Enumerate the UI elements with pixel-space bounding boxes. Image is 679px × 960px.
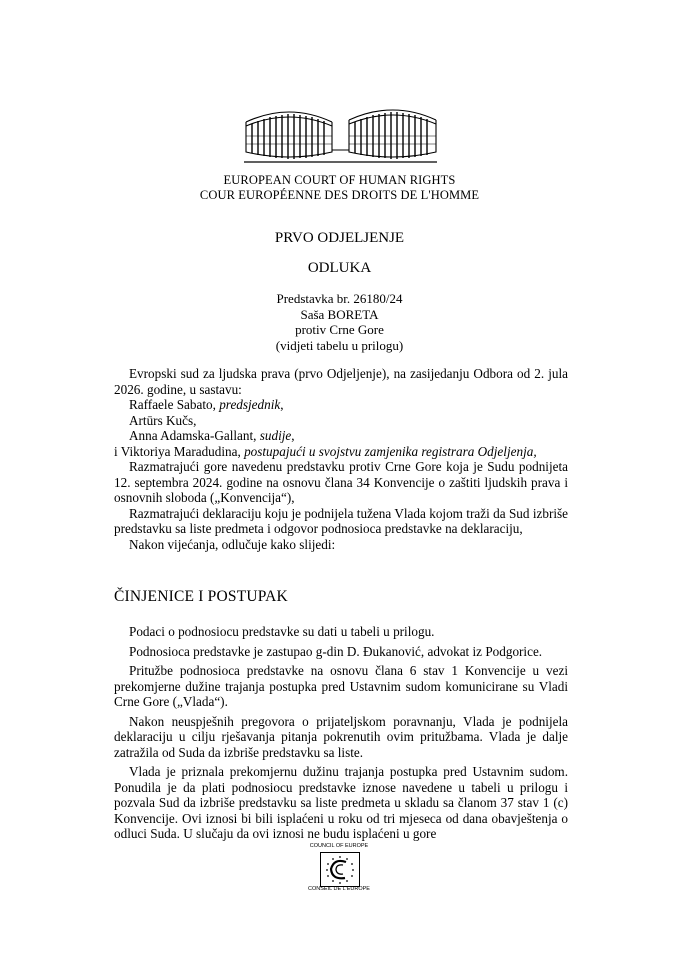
coe-name-en: COUNCIL OF EUROPE [309,843,369,849]
council-of-europe-logo [300,843,378,893]
intro-paragraph: Evropski sud za ljudska prava (prvo Odjeljenje), na zasijedanju Odbora od 2. jula 2026. godine, u sastavu: [114,366,568,397]
document-type: ODLUKA [307,260,372,276]
coe-name-fr: CONSEIL DE L'EUROPE [308,886,370,892]
deliberation: Nakon vijećanja, odlučuje kako slijedi: [129,536,336,552]
council-of-europe-logo-icon [320,852,360,887]
facts-paragraph-2: Podnosioca predstavke je zastupao g-din D. Đukanović, advokat iz Podgorice. [129,643,543,659]
court-building-icon [244,100,437,168]
facts-section [114,624,568,842]
annex-note: (vidjeti tabelu u prilogu) [275,337,404,353]
facts-paragraph-5: Vlada je priznala prekomjernu dužinu trajanja postupka pred Ustavnim sudom. Ponudila je da plati podnosiocu predstavke iznose navedene u tabeli u prilogu i pozvala Sud da izbriše predstavku sa liste predmeta u skladu sa članom 37 stav 1 (c) Konvencije. Ovi iznosi bi bili isplaćeni u roku od tri mjeseca od dana obavještenja o odluci Suda. U slučaju da ovi iznosi ne budu isplaćeni u gore [114,764,568,841]
facts-paragraph-1: Podaci o podnosiocu predstavke su dati u tabeli u prilogu. [129,624,435,639]
court-name [0,173,679,203]
respondent-state: protiv Crne Gore [295,322,384,338]
deputy-registrar: i Viktoriya Maradudina, postupajući u svojstvu zamjenika registrara Odjeljenja, [114,443,537,459]
facts-paragraph-3: Pritužbe podnosioca predstavke na osnovu člana 6 stav 1 Konvencije u vezi prekomjerne dužine trajanja postupka pred Ustavnim sudom komunicirane su Vladi Crne Gore („Vlada“). [114,663,568,709]
facts-paragraph-4: Nakon neuspješnih pregovora o prijateljskom poravnanju, Vlada je podnijela deklaraciju u cilju rješavanja pitanja pokrenutih ovim pritužbama. Vlada je dalje zatražila od Suda da izbriše predstavku sa liste. [114,713,568,760]
court-name-en: EUROPEAN COURT OF HUMAN RIGHTS [223,173,456,187]
judge-president: Raffaele Sabato, predsjednik, [129,397,284,412]
section-title: PRVO ODJELJENJE [274,230,405,246]
intro-section [114,366,568,552]
judge-2: Artūrs Kučs, [129,412,197,428]
court-name-fr: COUR EUROPÉENNE DES DROITS DE L'HOMME [199,188,480,202]
facts-heading: ČINJENICE I POSTUPAK [114,588,288,605]
considering-declaration: Razmatrajući deklaraciju koju je podnijela tužena Vlada kojom traži da Sud izbriše predstavku sa liste predmeta i odgovor podnosioca predstavke na deklaraciju, [114,505,568,536]
case-info [0,291,679,353]
judge-3: Anna Adamska-Gallant, sudije, [129,428,295,443]
applicant-name: Saša BORETA [300,306,379,322]
considering-application: Razmatrajući gore navedenu predstavku protiv Crne Gore koja je Sudu podnijeta 12. septembra 2024. godine na osnovu člana 34 Konvencije o zaštiti ljudskih prava i osnovnih sloboda („Konvencija“), [114,459,568,505]
application-number: Predstavka br. 26180/24 [276,291,403,306]
